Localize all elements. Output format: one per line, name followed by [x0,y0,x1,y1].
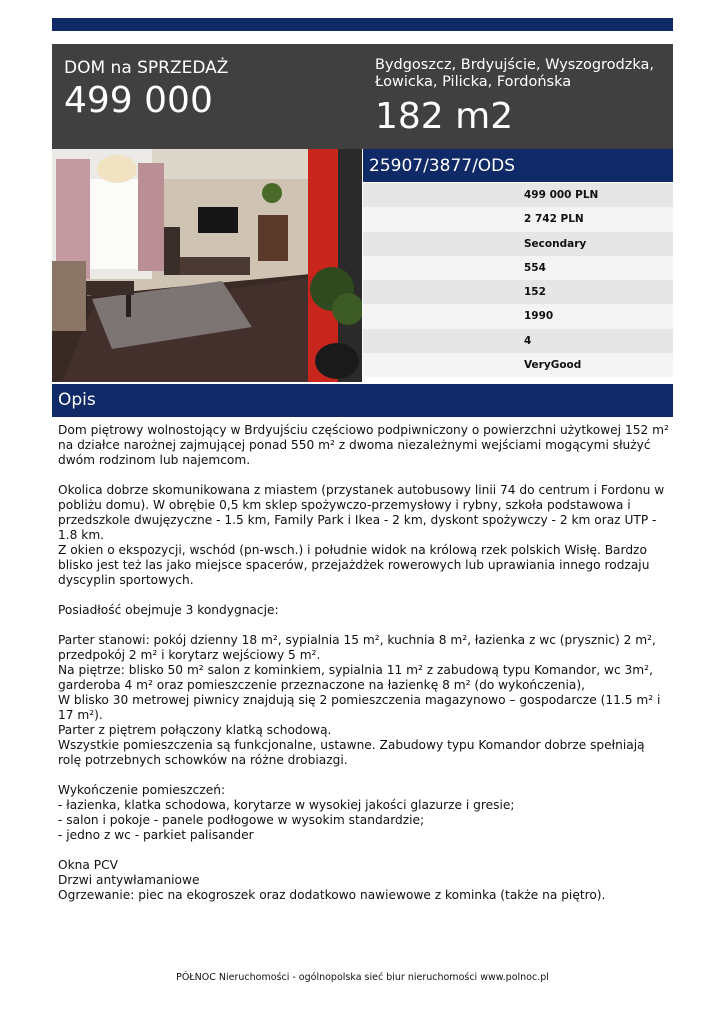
description-paragraph: Wykończenie pomieszczeń: - łazienka, klatka schodowa, korytarze w wysokiej jakości glazurze i gresie; - salon i pokoje - panele podłogowe w wysokim standardzie; - jedno z wc - parkiet palisander [58,783,515,842]
property-photo [52,149,362,382]
detail-condition: VeryGood [363,353,673,377]
offer-type: DOM na SPRZEDAŻ [64,58,229,78]
description-heading: Opis [52,384,673,417]
hero-panel [52,44,673,149]
detail-plot-area: 554 [363,256,673,280]
description-paragraph: Okolica dobrze skomunikowana z miastem (przystanek autobusowy linii 74 do centrum i Fordonu w pobliżu domu). W obrębie 0,5 km sklep spożywczo-przemysłowy i rybny, szkoła podstawowa i przedszkole dwujęzyczne - 1.5 km, Family Park i Ikea - 2 km, dyskont spożywczy - 2 km oraz UTP - 1.8 km. Z okien o ekspozycji, wschód (pn-wsch.) i południe widok na królową rzek polskich Wisłę. Bardzo blisko jest też las jako miejsce spacerów, przejażdżek rowerowych lub uprawiania innego rodzaju dyscyplin sportowych. [58,483,665,587]
detail-rooms: 4 [363,329,673,353]
listing-reference: 25907/3877/ODS [363,149,673,182]
description-paragraph: Posiadłość obejmuje 3 kondygnacje: [58,603,279,617]
area-headline: 182 m2 [375,96,514,137]
detail-price-per-m2: 2 742 PLN [363,207,673,231]
description-paragraph: Okna PCV Drzwi antywłamaniowe Ogrzewanie: piec na ekogroszek oraz dodatkowo nawiewowe z kominka (także na piętro). [58,858,606,902]
details-table [363,183,673,377]
top-stripe [52,18,673,31]
detail-usable-area: 152 [363,280,673,304]
detail-market: Secondary [363,232,673,256]
location: Bydgoszcz, Brdyujście, Wyszogrodzka, Łowicka, Pilicka, Fordońska [375,57,654,90]
detail-year-built: 1990 [363,304,673,328]
description-paragraph: Dom piętrowy wolnostojący w Brdyujściu częściowo podpiwniczony o powierzchni użytkowej 152 m² na działce narożnej zajmującej ponad 550 m² z dwoma niezależnymi wejściami mogącymi służyć dwóm rodzinom lub najemcom. [58,423,669,467]
detail-price: 499 000 PLN [363,183,673,207]
footer: PÓŁNOC Nieruchomości - ogólnopolska sieć biur nieruchomości www.polnoc.pl [176,972,549,983]
description-body [58,423,670,903]
description-paragraph: Parter stanowi: pokój dzienny 18 m², sypialnia 15 m², kuchnia 8 m², łazienka z wc (prysznic) 2 m², przedpokój 2 m² i korytarz wejściowy 5 m². Na piętrze: blisko 50 m² salon z kominkiem, sypialnia 11 m² z zabudową typu Komandor, wc 3m², garderoba 4 m² oraz pomieszczenie przeznaczone na łazienkę 8 m² (do wykończenia), W blisko 30 metrowej piwnicy znajdują się 2 pomieszczenia magazynowo – gospodarcze (11.5 m² i 17 m²). Parter z piętrem połączony klatką schodową. Wszystkie pomieszczenia są funkcjonalne, ustawne. Zabudowy typu Komandor dobrze spełniają rolę potrzebnych schowków na różne drobiazgi. [58,633,661,767]
price-headline: 499 000 [64,80,213,121]
